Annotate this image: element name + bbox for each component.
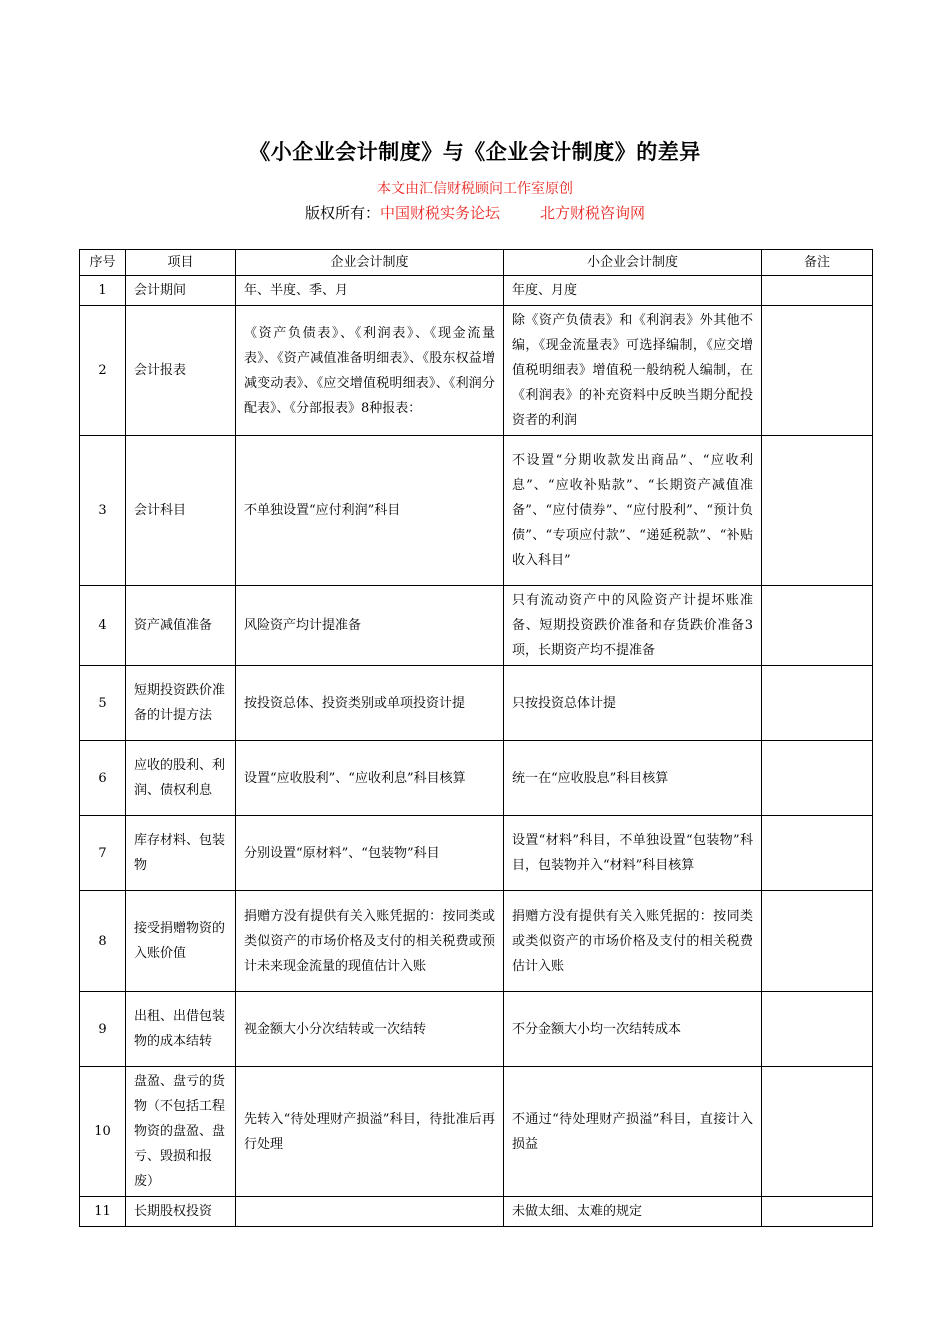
row-small: 不分金额大小均一次结转成本 [504, 992, 762, 1067]
row-small: 只按投资总体计提 [504, 666, 762, 741]
row-small: 设置“材料”科目，不单独设置“包装物”科目，包装物并入“材料”科目核算 [504, 816, 762, 891]
row-num: 7 [80, 816, 126, 891]
row-enterprise: 年、半度、季、月 [236, 276, 504, 306]
header-note: 备注 [762, 250, 873, 276]
row-note [762, 891, 873, 992]
row-note [762, 1197, 873, 1227]
header-enterprise: 企业会计制度 [236, 250, 504, 276]
row-num: 10 [80, 1067, 126, 1197]
row-note [762, 586, 873, 666]
header-num: 序号 [80, 250, 126, 276]
table-row [80, 891, 873, 992]
row-enterprise: 设置“应收股利”、“应收利息”科目核算 [236, 741, 504, 816]
row-item: 会计报表 [126, 306, 236, 436]
row-enterprise [236, 1197, 504, 1227]
row-num: 2 [80, 306, 126, 436]
row-item: 短期投资跌价准备的计提方法 [126, 666, 236, 741]
row-enterprise: 按投资总体、投资类别或单项投资计提 [236, 666, 504, 741]
header-item: 项目 [126, 250, 236, 276]
row-note [762, 436, 873, 586]
table-header-row [80, 250, 873, 276]
row-enterprise: 不单独设置“应付利润”科目 [236, 436, 504, 586]
table-row [80, 586, 873, 666]
row-small: 未做太细、太难的规定 [504, 1197, 762, 1227]
row-item: 资产减值准备 [126, 586, 236, 666]
row-enterprise: 捐赠方没有提供有关入账凭据的：按同类或类似资产的市场价格及支付的相关税费或预计未来现金流量的现值估计入账 [236, 891, 504, 992]
table-row [80, 306, 873, 436]
row-small: 捐赠方没有提供有关入账凭据的：按同类或类似资产的市场价格及支付的相关税费估计入账 [504, 891, 762, 992]
table-row [80, 666, 873, 741]
table-row [80, 276, 873, 306]
row-small: 不设置“分期收款发出商品”、“应收利息”、“应收补贴款”、“长期资产减值准备”、“应付债券”、“应付股利”、“预计负债”、“专项应付款”、“递延税款”、“补贴收入科目” [504, 436, 762, 586]
row-enterprise: 分别设置“原材料”、“包装物”科目 [236, 816, 504, 891]
row-small: 不通过“待处理财产损溢”科目，直接计入损益 [504, 1067, 762, 1197]
row-num: 8 [80, 891, 126, 992]
row-num: 5 [80, 666, 126, 741]
table-row [80, 1197, 873, 1227]
row-item: 接受捐赠物资的入账价值 [126, 891, 236, 992]
table-row [80, 1067, 873, 1197]
row-num: 9 [80, 992, 126, 1067]
copyright-source-1: 中国财税实务论坛 [379, 204, 500, 222]
row-note [762, 816, 873, 891]
row-num: 11 [80, 1197, 126, 1227]
table-row [80, 816, 873, 891]
row-note [762, 666, 873, 741]
row-small: 年度、月度 [504, 276, 762, 306]
copyright-label: 版权所有： [304, 204, 380, 222]
row-num: 6 [80, 741, 126, 816]
row-enterprise: 《资产负债表》、《利润表》、《现金流量表》、《资产减值准备明细表》、《股东权益增减变动表》、《应交增值税明细表》、《利润分配表》、《分部报表》8种报表： [236, 306, 504, 436]
row-item: 库存材料、包装物 [126, 816, 236, 891]
header-small: 小企业会计制度 [504, 250, 762, 276]
row-note [762, 276, 873, 306]
row-small: 除《资产负债表》和《利润表》外其他不编，《现金流量表》可选择编制，《应交增值税明细表》增值税一般纳税人编制，在《利润表》的补充资料中反映当期分配投资者的利润 [504, 306, 762, 436]
row-num: 3 [80, 436, 126, 586]
comparison-table [79, 249, 873, 1227]
row-small: 只有流动资产中的风险资产计提坏账准备、短期投资跌价准备和存货跌价准备3项，长期资产均不提准备 [504, 586, 762, 666]
table-row [80, 992, 873, 1067]
table-row [80, 741, 873, 816]
row-item: 长期股权投资 [126, 1197, 236, 1227]
row-enterprise: 先转入“待处理财产损溢”科目，待批准后再行处理 [236, 1067, 504, 1197]
document-title: 《小企业会计制度》与《企业会计制度》的差异 [249, 139, 701, 164]
row-num: 4 [80, 586, 126, 666]
row-item: 盘盈、盘亏的货物（不包括工程物资的盘盈、盘亏、毁损和报废） [126, 1067, 236, 1197]
row-note [762, 992, 873, 1067]
table-row [80, 436, 873, 586]
row-note [762, 1067, 873, 1197]
row-num: 1 [80, 276, 126, 306]
row-enterprise: 视金额大小分次结转或一次结转 [236, 992, 504, 1067]
row-note [762, 741, 873, 816]
row-note [762, 306, 873, 436]
row-item: 会计期间 [126, 276, 236, 306]
copyright-line [0, 202, 950, 223]
document-subtitle: 本文由汇信财税顾问工作室原创 [377, 181, 573, 197]
row-enterprise: 风险资产均计提准备 [236, 586, 504, 666]
row-item: 会计科目 [126, 436, 236, 586]
row-item: 出租、出借包装物的成本结转 [126, 992, 236, 1067]
row-small: 统一在“应收股息”科目核算 [504, 741, 762, 816]
copyright-source-2: 北方财税咨询网 [540, 204, 646, 222]
row-item: 应收的股利、利润、债权利息 [126, 741, 236, 816]
